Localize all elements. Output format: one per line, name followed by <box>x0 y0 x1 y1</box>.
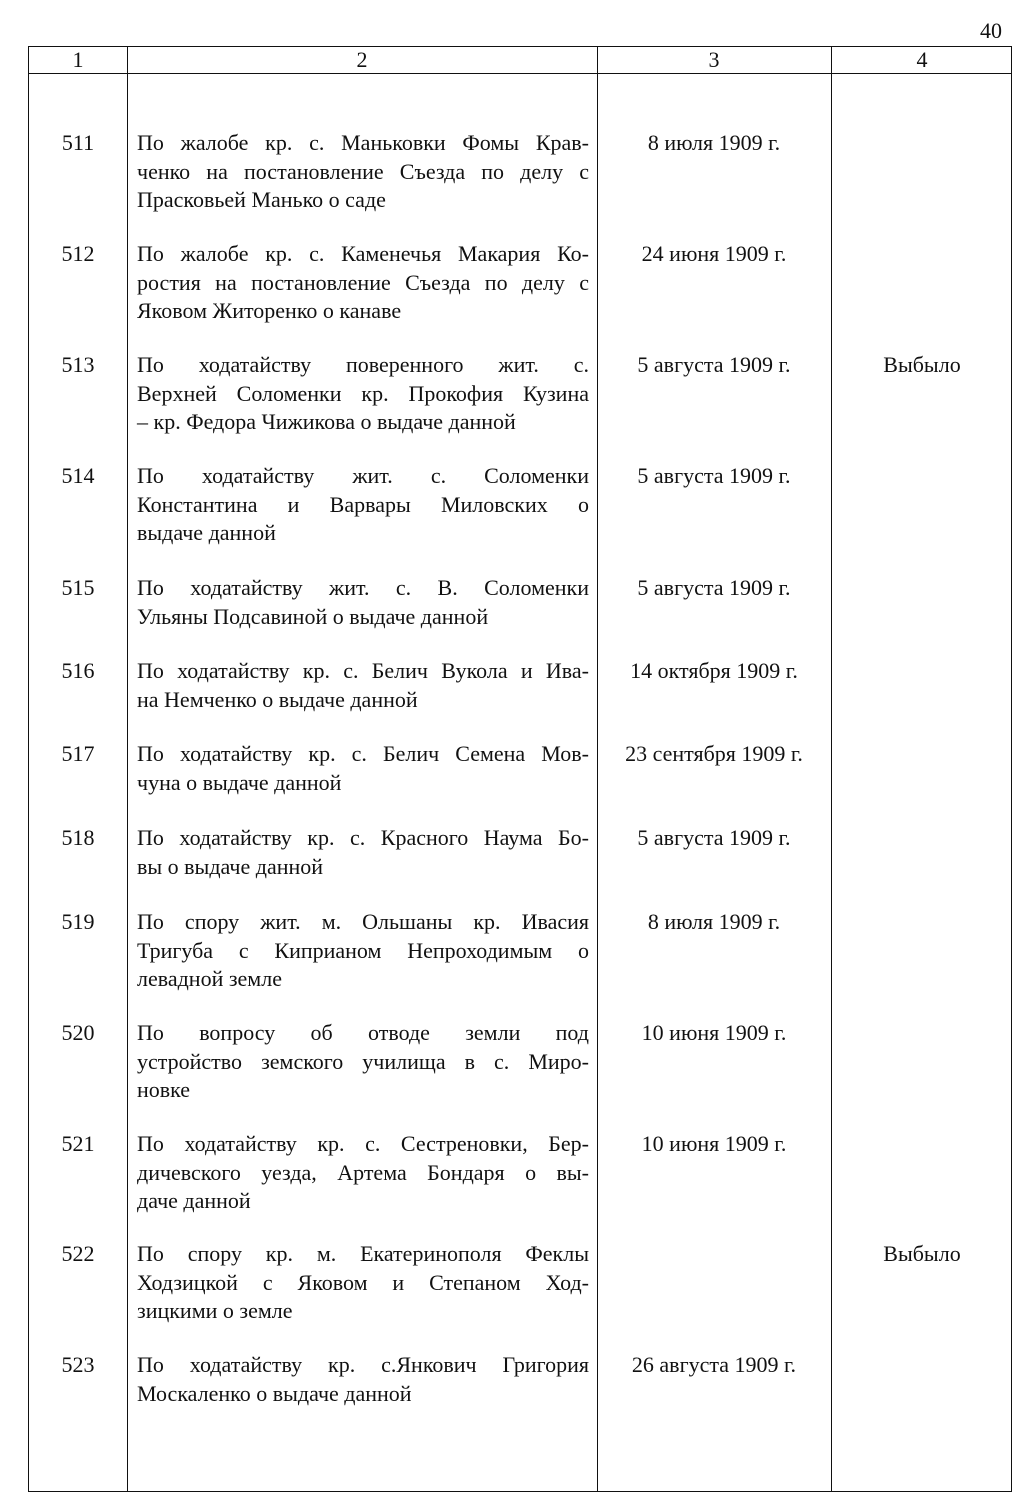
row-description: По спору жит. м. Ольшаны кр. Ивасия Тригуба с Киприаном Непроходимым о левадной земле <box>137 909 589 991</box>
row-number: 523 <box>61 1352 95 1377</box>
row-number: 516 <box>61 658 95 683</box>
row-date: 23 сентября 1909 г. <box>625 741 803 766</box>
row-description: По жалобе кр. с. Маньковки Фомы Крав- ченко на постановление Съезда по делу с Прасковьей Манько о саде <box>137 130 589 212</box>
registry-table <box>28 46 1012 1492</box>
row-description: По ходатайству кр. с. Белич Семена Мов- чуна о выдаче данной <box>137 741 589 795</box>
row-number: 513 <box>61 352 95 377</box>
row-description: По спору кр. м. Екатеринополя Феклы Ходзицкой с Яковом и Степаном Ход- зицкими о земле <box>137 1241 589 1323</box>
row-description: По ходатайству жит. с. В. Соломенки Ульяны Подсавиной о выдаче данной <box>137 575 589 629</box>
row-number: 521 <box>61 1131 95 1156</box>
row-description: По ходатайству жит. с. Соломенки Константина и Варвары Миловских о выдаче данной <box>137 463 589 545</box>
row-date: 26 августа 1909 г. <box>631 1352 797 1377</box>
row-date: 5 августа 1909 г. <box>637 825 791 850</box>
row-description: По ходатайству кр. с. Сестреновки, Бер- дичевского уезда, Артема Бондаря о вы- даче данной <box>137 1131 589 1213</box>
row-date: 10 июня 1909 г. <box>641 1020 787 1045</box>
table-header <box>29 47 1011 73</box>
row-date: 14 октября 1909 г. <box>630 658 798 683</box>
row-number: 515 <box>61 575 95 600</box>
row-date: 8 июля 1909 г. <box>647 909 781 934</box>
column-header-4: 4 <box>916 47 928 72</box>
row-date: 5 августа 1909 г. <box>637 352 791 377</box>
row-date: 24 июня 1909 г. <box>641 241 787 266</box>
page-number: 40 <box>980 18 1002 43</box>
row-description: По вопросу об отводе земли под устройство земского училища в с. Миро- новке <box>137 1020 589 1102</box>
row-number: 519 <box>61 909 95 934</box>
row-description: По ходатайству кр. с. Белич Вукола и Ива- на Немченко о выдаче данной <box>137 658 589 712</box>
column-header-3: 3 <box>708 47 720 72</box>
row-description: По жалобе кр. с. Каменечья Макария Ко- ростия на постановление Съезда по делу с Яковом Житоренко о канаве <box>137 241 589 323</box>
row-date: 5 августа 1909 г. <box>637 575 791 600</box>
row-number: 517 <box>61 741 95 766</box>
row-number: 522 <box>61 1241 95 1266</box>
row-description: По ходатайству кр. с.Янкович Григория Москаленко о выдаче данной <box>137 1352 589 1406</box>
row-note: Выбыло <box>883 1241 961 1266</box>
row-number: 518 <box>61 825 95 850</box>
row-description: По ходатайству поверенного жит. с. Верхней Соломенки кр. Прокофия Кузина – кр. Федора Чижикова о выдаче данной <box>137 352 589 434</box>
row-number: 520 <box>61 1020 95 1045</box>
row-description: По ходатайству кр. с. Красного Наума Бо- вы о выдаче данной <box>137 825 589 879</box>
row-number: 512 <box>61 241 95 266</box>
row-note: Выбыло <box>883 352 961 377</box>
row-date: 10 июня 1909 г. <box>641 1131 787 1156</box>
row-number: 514 <box>61 463 95 488</box>
row-date: 5 августа 1909 г. <box>637 463 791 488</box>
row-number: 511 <box>61 130 95 155</box>
row-date: 8 июля 1909 г. <box>647 130 781 155</box>
column-header-1: 1 <box>72 47 84 72</box>
column-header-2: 2 <box>356 47 368 72</box>
table-body <box>29 73 1011 1491</box>
